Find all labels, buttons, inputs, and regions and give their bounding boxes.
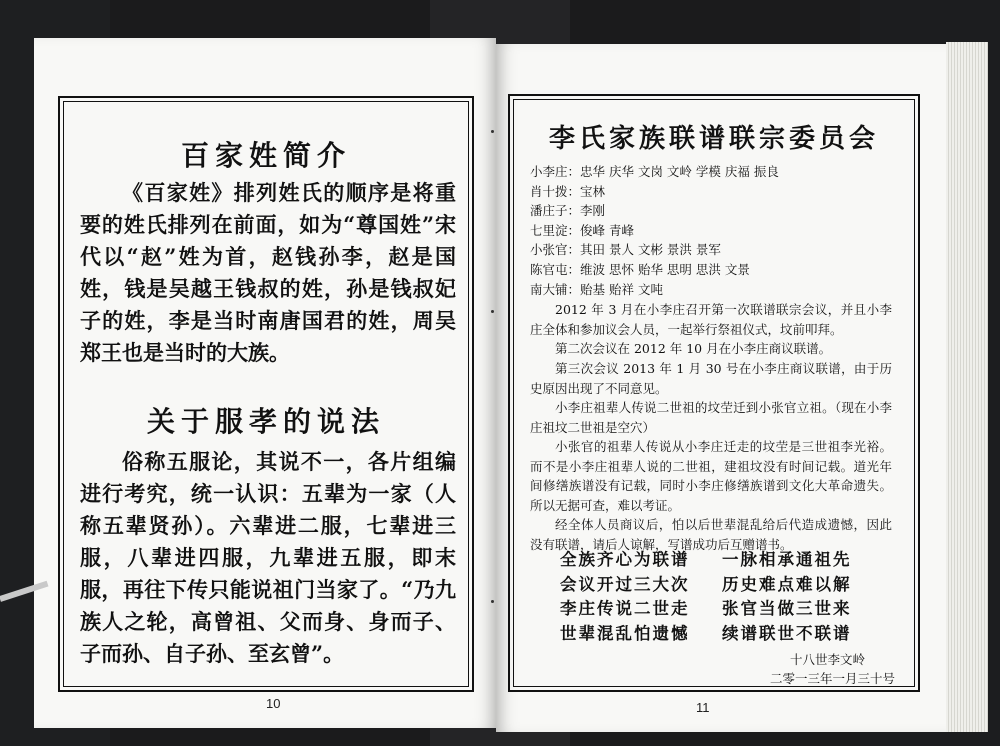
conclusion-paragraph: 经全体人员商议后，怕以后世辈混乱给后代造成遗憾，因此没有联谱，请后人谅解，写谱成功后互赠谱书。 xyxy=(530,517,892,552)
poem-line: 一脉相承通祖先 xyxy=(722,550,852,569)
poem-line: 历史难点难以解 xyxy=(722,574,852,594)
member-place: 潘庄子： xyxy=(530,203,581,219)
ancestor-paragraph-1: 小李庄祖辈人传说二世祖的坟茔迁到小张官立祖。（现在小李庄祖坟二世祖是空穴） xyxy=(530,400,892,435)
poem-line: 会议开过三大次 xyxy=(560,574,690,594)
binding-staple xyxy=(491,310,494,313)
signature-date: 二零一三年一月三十号 xyxy=(770,671,896,686)
member-names: 俊峰 青峰 xyxy=(580,222,634,238)
poem-line: 续谱联世不联谱 xyxy=(722,623,852,643)
member-names: 贻基 贻祥 文吨 xyxy=(580,281,663,297)
member-row xyxy=(530,162,900,182)
binding-staple xyxy=(491,130,494,133)
member-row xyxy=(530,240,900,260)
meeting-paragraph-1: 2012 年 3 月在小李庄召开第一次联谱联宗会议，并且小李庄全体和参加议会人员，一起举行祭祖仪式，坟前叩拜。 xyxy=(530,302,892,337)
page-number-right: 11 xyxy=(696,700,710,715)
left-paragraph-mourning: 俗称五服论，其说不一，各片组编进行考究，统一认识：五辈为一家（人称五辈贤孙）。六辈进二服，七辈进三服，八辈进四服，九辈进五服，即末服，再往下传只能说祖门当家了。“乃九族人之轮，高曾祖、父而身、身而子、子而孙、自子孙、至玄曾”。 xyxy=(80,449,456,666)
ancestor-paragraph-2: 小张官的祖辈人传说从小李庄迁走的坟茔是三世祖李光裕。而不是小李庄祖辈人说的二世祖，建祖坟没有时间记载。道光年间修缮族谱没有记载，同时小李庄修缮族谱到文化大革命遗失。所以无据可查，难以考证。 xyxy=(530,439,892,513)
member-names: 宝林 xyxy=(580,183,606,199)
member-names: 忠华 庆华 文岗 文岭 学模 庆福 振良 xyxy=(580,164,779,179)
member-place: 陈官屯： xyxy=(530,261,581,277)
meeting-paragraph-3: 第三次会议 2013 年 1 月 30 号在小李庄商议联谱，由于历史原因出现了不同意见。 xyxy=(530,361,892,396)
member-names: 维波 思怀 贻华 思明 思洪 文景 xyxy=(580,261,750,277)
member-row xyxy=(530,201,900,221)
poem-line: 全族齐心为联谱 xyxy=(560,550,690,569)
left-paragraph-surnames: 《百家姓》排列姓氏的顺序是将重要的姓氏排列在前面，如为“尊国姓”宋代以“赵”姓为首，赵钱孙李，赵是国姓，钱是吴越王钱叔的姓，孙是钱叔妃子的姓，李是当时南唐国君的姓，周吴郑王也是当时的大族。 xyxy=(80,180,456,365)
member-place: 小李庄： xyxy=(530,164,581,179)
poem-right-column xyxy=(722,548,852,646)
poem-line: 世辈混乱怕遗憾 xyxy=(560,623,690,643)
poem-left-column xyxy=(560,548,690,646)
member-place: 小张官： xyxy=(530,242,581,258)
member-place: 肖十拨： xyxy=(530,183,581,199)
left-title-surnames: 百家姓简介 xyxy=(180,139,351,172)
member-place: 七里淀： xyxy=(530,222,581,238)
poem-line: 李庄传说二世走 xyxy=(560,599,690,618)
member-names: 李刚 xyxy=(580,203,606,219)
binding-staple xyxy=(491,600,494,603)
member-row xyxy=(530,260,900,280)
committee-member-list xyxy=(530,162,900,299)
member-row xyxy=(530,280,900,300)
poem-line: 张官当做三世来 xyxy=(722,599,852,618)
member-row xyxy=(530,221,900,241)
page-number-left: 10 xyxy=(266,696,281,711)
member-place: 南大铺： xyxy=(530,281,581,297)
right-title: 李氏家族联谱联宗委员会 xyxy=(548,124,879,154)
page-edge-stack xyxy=(946,42,988,732)
member-row xyxy=(530,182,900,202)
left-title-mourning: 关于服孝的说法 xyxy=(146,405,385,438)
member-names: 其田 景人 文彬 景洪 景军 xyxy=(580,242,721,258)
meeting-paragraph-2: 第二次会议在 2012 年 10 月在小李庄商议联谱。 xyxy=(555,341,832,356)
signature-name: 十八世李文岭 xyxy=(790,652,866,667)
